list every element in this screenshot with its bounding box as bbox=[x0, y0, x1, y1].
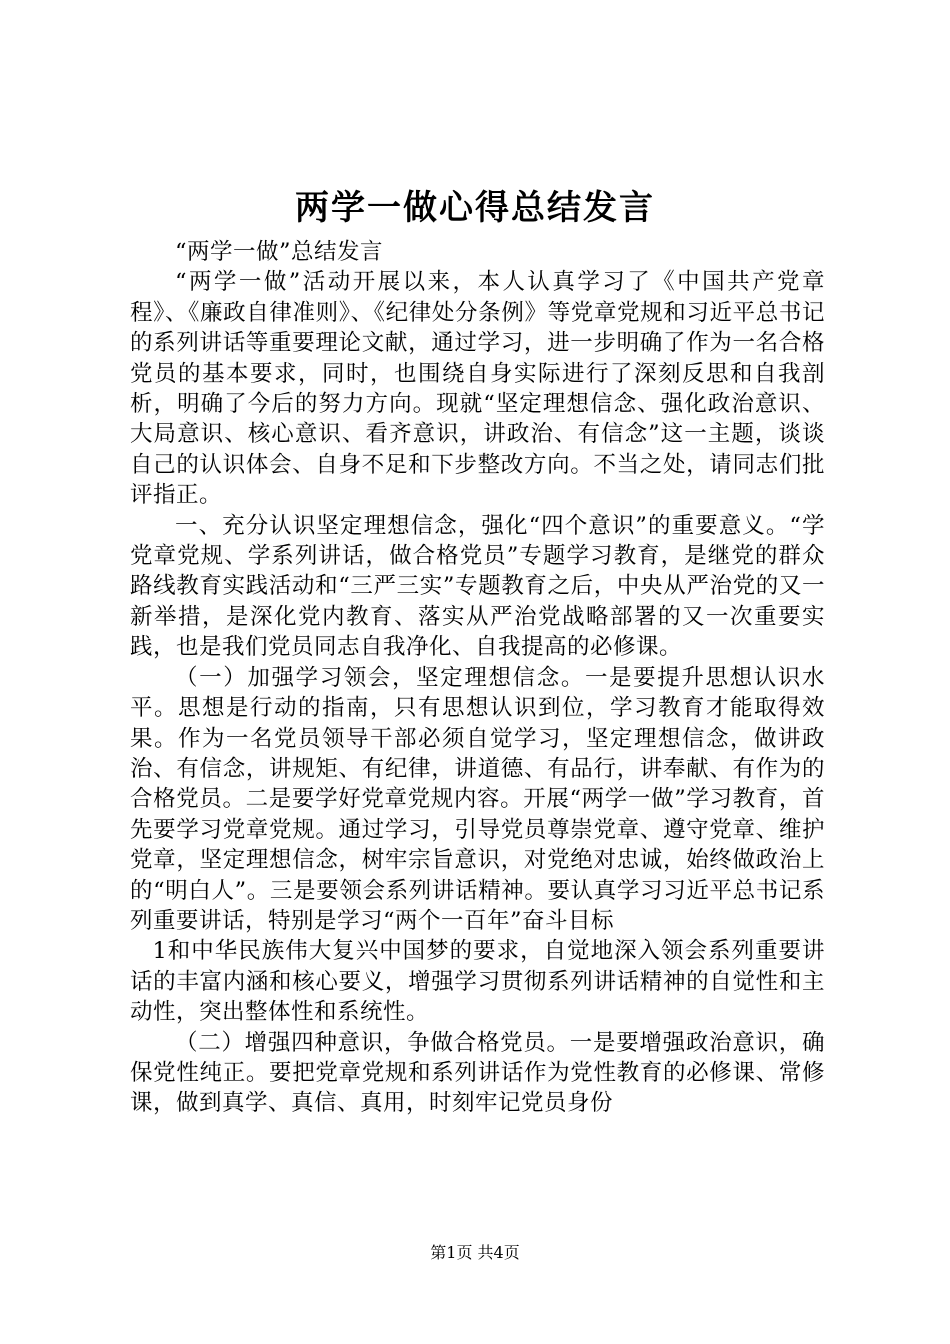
paragraph-subsection-two: （二）增强四种意识，争做合格党员。一是要增强政治意识，确保党性纯正。要把党章党规和系列讲话作为党性教育的必修课、常修课，做到真学、真信、真用，时刻牢记党员身份 bbox=[130, 1029, 825, 1117]
paragraph-section-one: 一、充分认识坚定理想信念，强化“四个意识”的重要意义。“学党章党规、学系列讲话，做合格党员”专题学习教育，是继党的群众路线教育实践活动和“三严三实”专题教育之后，中央从严治党的又一新举措，是深化党内教育、落实从严治党战略部署的又一次重要实践，也是我们党员同志自我净化、自我提高的必修课。 bbox=[130, 512, 825, 661]
paragraph-subsection-one: （一）加强学习领会，坚定理想信念。一是要提升思想认识水平。思想是行动的指南，只有思想认识到位，学习教育才能取得效果。作为一名党员领导干部必须自觉学习，坚定理想信念，做讲政治、有信念，讲规矩、有纪律，讲道德、有品行，讲奉献、有作为的合格党员。二是要学好党章党规内容。开展“两学一做”学习教育，首先要学习党章党规。通过学习，引导党员尊崇党章、遵守党章、维护党章，坚定理想信念，树牢宗旨意识，对党绝对忠诚，始终做政治上的“明白人”。三是要领会系列讲话精神。要认真学习习近平总书记系列重要讲话，特别是学习“两个一百年”奋斗目标 bbox=[130, 664, 825, 934]
paragraph-intro: “两学一做”活动开展以来，本人认真学习了《中国共产党章程》、《廉政自律准则》、《纪律处分条例》等党章党规和习近平总书记的系列讲话等重要理论文献，通过学习，进一步明确了作为一名合格党员的基本要求，同时，也围绕自身实际进行了深刻反思和自我剖析，明确了今后的努力方向。现就“坚定理想信念、强化政治意识、大局意识、核心意识、看齐意识，讲政治、有信念”这一主题，谈谈自己的认识体会、自身不足和下步整改方向。不当之处，请同志们批评指正。 bbox=[130, 269, 825, 509]
document-body bbox=[130, 237, 825, 1119]
paragraph-heading: “两学一做”总结发言 bbox=[175, 239, 384, 265]
document-title: 两学一做心得总结发言 bbox=[295, 188, 655, 228]
page-footer: 第1页 共4页 bbox=[430, 1243, 520, 1262]
paragraph-continuation: 1和中华民族伟大复兴中国梦的要求，自觉地深入领会系列重要讲话的丰富内涵和核心要义，增强学习贯彻系列讲话精神的自觉性和主动性，突出整体性和系统性。 bbox=[130, 938, 825, 1026]
